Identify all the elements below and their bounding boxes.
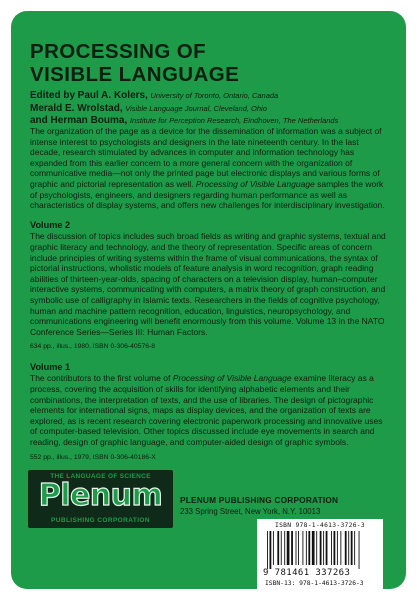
barcode-bar [298,531,299,565]
plenum-logo [28,470,173,528]
volume1-heading: Volume 1 [30,361,71,372]
barcode-bar [287,531,290,565]
barcode-bar [306,531,307,565]
barcode-bar [320,531,322,565]
volume2-paragraph: The discussion of topics includes such broad fields as writing and graphic systems, textual and graphic literacy and technology, and the theory of representation. Specific areas of concern include principles of writing systems within the frame of visual communications, the syntax of pictorial instructions, wholistic models of feature analysis in word recognition, graph reading abilities of thirteen-year-olds, spacing of characters on a television display, human–computer interactive systems, communicating with computers, a matrix theory of graph construction, and symbolic use of calligraphy in Islamic texts. Researchers in the fields of cognitive psychology, human and machine pattern recognition, education, linguistics, neuropsychology, and communications engineering will benefit enormously from this volume. Volume 13 in the NATO Conference Series—Series III: Human Factors. [30,231,386,337]
editor-affiliation: Institute for Perception Research, Eindhoven, The Netherlands [129,116,339,125]
barcode-bar [351,531,353,565]
barcode-bar [296,531,297,565]
editor-line-1 [30,90,380,103]
logo-subtitle: PUBLISHING CORPORATION [51,517,150,524]
publisher-name: PLENUM PUBLISHING CORPORATION [180,495,339,505]
editor-affiliation: Visible Language Journal, Cleveland, Ohio [125,103,267,113]
editor-affiliation: University of Toronto, Ontario, Canada [150,91,279,100]
intro-paragraph [30,126,390,211]
volume2-heading: Volume 2 [30,219,71,230]
barcode-digits: 9 781461 337263 [263,568,351,578]
description [30,126,390,463]
barcode-bar [281,531,282,565]
barcode-bar [331,531,332,565]
barcode-bar [277,531,279,565]
logo-wordmark: Plenum [38,478,163,513]
volume1-italic-title: Processing of Visible Language [172,373,292,384]
barcode-bar [337,531,338,565]
barcode-block [257,519,383,592]
barcode-bar [340,531,341,565]
barcode-bar [359,531,360,569]
editor-name: Merald E. Wrolstad, [30,102,123,114]
title-line-2: VISIBLE LANGUAGE [30,63,240,86]
publisher-info [180,495,338,516]
book-title [30,40,380,86]
barcode-bar [291,531,293,565]
barcode-bar [267,531,268,569]
barcode-bar [323,531,324,565]
volume1-details: 552 pp., illus., 1979, ISBN 0-306-40186-X [30,453,156,461]
volume1-text: The contributors to the first volume of [30,373,173,384]
header [30,40,380,128]
barcode-bar [326,531,328,565]
editors [30,90,380,128]
editor-name: and Herman Bouma, [30,115,128,126]
edited-by-label: Edited by [30,90,76,101]
intro-text-end: samples the work of psychologists, engineers, and designers regarding human performance as well as characteristics of display systems, and offers new challenges for interdisciplinary investigation. [30,178,385,211]
barcode-bar [302,531,303,565]
barcode-bar [334,531,336,565]
publisher-address: 233 Spring Street, New York, N.Y. 10013 [180,507,321,516]
title-line-1: PROCESSING OF [30,40,207,63]
isbn-label: ISBN 978-1-4613-3726-3 [274,522,365,529]
volume1-paragraph [30,373,390,447]
intro-text: The organization of the page as a device for the dissemination of information was a subject of intense interest to psychologists and designers in the late nineteenth century. In the last decade, research stimulated by advances in computer and information technology has expanded from this earlier concern to a more general concern with the organization of communicative media—not only the printed page but electronic displays and various forms of graphic and pictorial representation as well. [30,126,382,189]
logo-tagline: THE LANGUAGE OF SCIENCE [50,473,151,480]
barcode-bar [312,531,315,565]
barcode-bar [345,531,347,565]
editor-name: Paul A. Kolers, [77,90,148,101]
barcode-bar [354,531,355,565]
barcode-image [265,531,375,569]
barcode-bar [348,531,349,565]
editor-line-2 [30,103,380,116]
volume1-text-end: examine literacy as a process, covering the acquisition of skills for identifying alphabetic elements and their combinations, the interpretation of texts, and the use of libraries. The design of pictographic elements for international signs, maps as display devices, and the organization of texts are explored, as is recent research covering electronic paperwork processing and innovative uses of computer-based television. Other topics discussed include eye movements in search and reading, design of graphic language, and computer-aided design of graphic symbols. [30,373,383,448]
volume2-details: 634 pp., illus., 1980, ISBN 0-306-40576-8 [30,343,156,351]
barcode-bar [284,531,285,565]
barcode-bar [316,531,317,565]
intro-italic-title: Processing of Visible Language [195,178,315,189]
barcode-bar [308,531,310,565]
isbn13-label: ISBN-13: 978-1-4613-3726-3 [265,580,364,587]
barcode-bar [273,531,274,565]
barcode-bar [270,531,272,569]
